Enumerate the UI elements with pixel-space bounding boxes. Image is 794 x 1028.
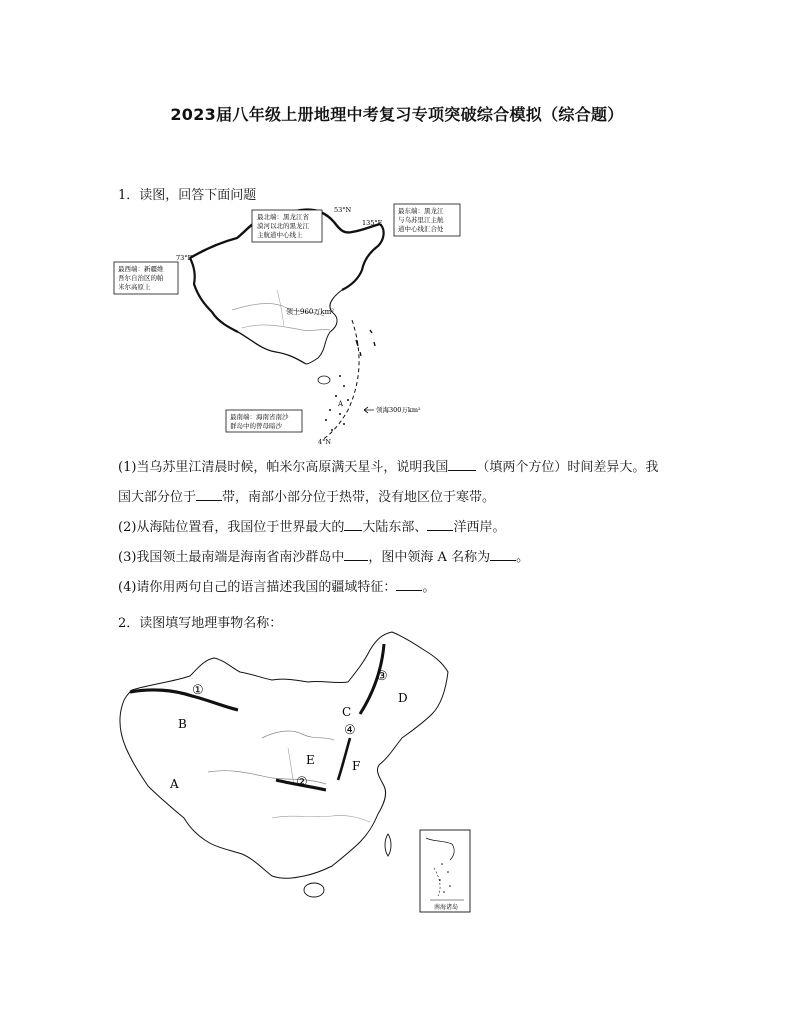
- q1-sub1-text-a: (1)当乌苏里江清晨时候，帕米尔高原满天星斗，说明我国: [118, 460, 449, 475]
- label-B: B: [178, 717, 187, 731]
- north-latitude-label: 53°N: [334, 206, 352, 214]
- west-extreme-line-1: 最西端：新疆维: [118, 265, 164, 273]
- west-longitude-label: 73°E: [176, 254, 193, 262]
- q1-sub1-line1: [118, 456, 658, 475]
- q1-sub1-text-c: 国大部分位于: [118, 490, 197, 505]
- land-area-label: 领土960万km²: [286, 308, 335, 316]
- q1-sub3-text-c: 。: [516, 550, 530, 565]
- question-1-heading: 1．读图，回答下面问题: [118, 188, 257, 203]
- north-extreme-line-3: 主航道中心线上: [257, 231, 303, 239]
- north-extreme-line-1: 最北端：黑龙江省: [257, 213, 309, 221]
- answer-blank[interactable]: [427, 518, 453, 531]
- west-extreme-line-2: 吾尔自治区的帕: [118, 274, 164, 282]
- south-extreme-line-2: 群岛中的曾母暗沙: [230, 422, 282, 430]
- north-extreme-line-2: 漠河以北的黑龙江: [257, 222, 309, 230]
- q1-sub2-text-b: 大陆东部、: [362, 520, 428, 535]
- label-3: ③: [376, 669, 388, 684]
- label-2: ②: [296, 775, 308, 790]
- q1-sub2: [118, 516, 505, 535]
- q1-sub3: [118, 546, 529, 565]
- china-extent-map: [112, 200, 492, 450]
- east-extreme-line-3: 道中心线汇合处: [398, 225, 444, 233]
- q1-sub1-line2: [118, 486, 495, 505]
- south-china-sea-inset: [420, 830, 470, 912]
- south-latitude-label: 4°N: [318, 438, 332, 446]
- answer-blank[interactable]: [344, 518, 362, 531]
- label-1: ①: [192, 683, 204, 698]
- label-E: E: [306, 753, 315, 767]
- inset-caption: 南海诸岛: [434, 904, 459, 911]
- q1-sub1-text-b: （填两个方位）时间差异大。我: [476, 460, 659, 475]
- answer-blank[interactable]: [396, 578, 422, 591]
- west-extreme-line-3: 米尔高原上: [118, 283, 151, 291]
- sea-area-label: 领海300万km²: [376, 406, 421, 414]
- east-extreme-line-2: 与乌苏里江主航: [398, 216, 444, 224]
- q1-sub3-text-a: (3)我国领土最南端是海南省南沙群岛中: [118, 550, 345, 565]
- east-extreme-line-1: 最东端：黑龙江: [398, 207, 444, 215]
- china-physical-map: [112, 628, 482, 918]
- q1-sub4-text-b: 。: [422, 580, 436, 595]
- answer-blank[interactable]: [344, 548, 368, 561]
- q1-sub2-text-c: 洋西岸。: [453, 520, 506, 535]
- answer-blank[interactable]: [490, 548, 516, 561]
- question-2-heading: 2．读图填写地理事物名称：: [118, 616, 283, 631]
- label-D: D: [398, 691, 408, 705]
- label-F: F: [352, 759, 361, 773]
- label-4: ④: [344, 723, 356, 738]
- q1-sub4-text-a: (4)请你用两句自己的语言描述我国的疆域特征：: [118, 580, 397, 595]
- q1-sub1-text-d: 带，南部小部分位于热带，没有地区位于寒带。: [222, 490, 496, 505]
- south-extreme-line-1: 最南端：海南省南沙: [230, 413, 289, 421]
- label-A: A: [170, 777, 179, 791]
- q1-sub3-text-b: ，图中领海 A 名称为: [368, 550, 491, 565]
- q1-sub4: [118, 576, 435, 595]
- q1-sub2-text-a: (2)从海陆位置看，我国位于世界最大的: [118, 520, 345, 535]
- label-C: C: [342, 705, 352, 719]
- answer-blank[interactable]: [448, 458, 476, 471]
- east-longitude-label: 135°E: [362, 219, 383, 227]
- answer-blank[interactable]: [196, 488, 222, 501]
- sea-letter-A: A: [338, 400, 344, 408]
- page-title: 2023届八年级上册地理中考复习专项突破综合模拟（综合题）: [170, 105, 624, 124]
